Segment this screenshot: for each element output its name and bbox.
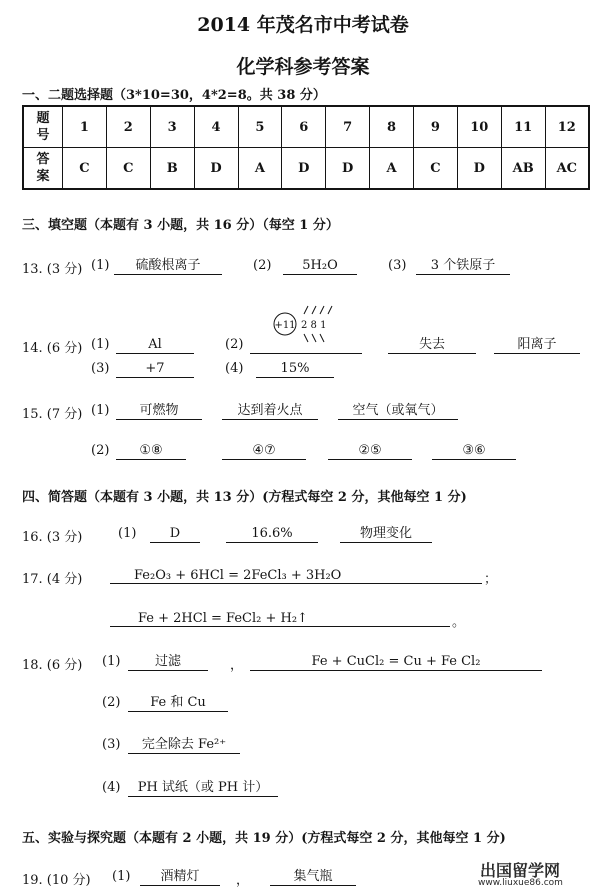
table-header-answer: 答 案 [23, 148, 63, 190]
table-cell-answer: D [326, 148, 370, 190]
q19-part1: (1) [112, 869, 131, 884]
q18-equation: Fe + CuCl₂ = Cu + Fe Cl₂ [250, 653, 542, 671]
q18-part4: (4) [102, 780, 121, 795]
q18-answer2: Fe 和 Cu [128, 694, 228, 712]
atom-structure-diagram [268, 300, 348, 350]
q15-part1: (1) [91, 403, 110, 418]
q13-answer3: 3 个铁原子 [416, 257, 510, 275]
answer-table [22, 105, 590, 190]
q13-answer2: 5H₂O [283, 257, 357, 275]
q16-part1: (1) [118, 526, 137, 541]
q19-comma: ， [236, 873, 250, 888]
q13-part2: (2) [253, 258, 272, 273]
q18-label: 18. (6 分) [22, 658, 83, 673]
q18-part1: (1) [102, 654, 121, 669]
q16-answer1: D [150, 525, 200, 543]
table-cell-answer: D [282, 148, 326, 190]
q16-label: 16. (3 分) [22, 530, 83, 545]
watermark-url: www.liuxue86.com [478, 878, 563, 888]
table-cell-answer: D [194, 148, 238, 190]
q14-part3: (3) [91, 361, 110, 376]
table-cell-number: 8 [370, 106, 414, 148]
q13-label: 13. (3 分) [22, 262, 83, 277]
table-cell-answer: C [414, 148, 458, 190]
table-cell-number: 10 [457, 106, 501, 148]
table-cell-answer: AB [501, 148, 545, 190]
q15-blank1: ①⑧ [116, 442, 186, 460]
q15-blank4: ③⑥ [432, 442, 516, 460]
q18-answer1: 过滤 [128, 653, 208, 671]
q13-answer1: 硫酸根离子 [114, 257, 222, 275]
table-cell-number: 9 [414, 106, 458, 148]
q17-label: 17. (4 分) [22, 572, 83, 587]
q15-part2: (2) [91, 443, 110, 458]
table-cell-number: 2 [106, 106, 150, 148]
table-header-number: 题 号 [23, 106, 63, 148]
q15-answer3: 空气（或氧气） [338, 402, 458, 420]
q17-end: 。 [452, 615, 466, 630]
page-subtitle: 化学科参考答案 [236, 56, 370, 78]
q14-part1: (1) [91, 337, 110, 352]
q18-part2: (2) [102, 695, 121, 710]
table-cell-answer: A [370, 148, 414, 190]
q14-part2: (2) [225, 337, 244, 352]
q17-separator: ； [484, 572, 498, 587]
q14-answer3: 失去 [388, 336, 476, 354]
table-cell-number: 6 [282, 106, 326, 148]
q18-comma: ， [230, 658, 244, 673]
q19-label: 19. (10 分) [22, 873, 91, 888]
q14-answer6: 15% [256, 360, 334, 378]
q18-answer3: 完全除去 Fe²⁺ [128, 736, 240, 754]
q14-label: 14. (6 分) [22, 341, 83, 356]
table-cell-number: 5 [238, 106, 282, 148]
table-row-numbers [23, 106, 589, 148]
q13-part3: (3) [388, 258, 407, 273]
table-row-answers [23, 148, 589, 190]
q14-answer5: +7 [116, 360, 194, 378]
table-cell-number: 1 [63, 106, 107, 148]
section-5-heading: 五、实验与探究题（本题有 2 小题，共 19 分）(方程式每空 2 分，其他每空 1 分) [22, 831, 506, 846]
q15-blank2: ④⑦ [222, 442, 306, 460]
section-4-heading: 四、简答题（本题有 3 小题，共 13 分）(方程式每空 2 分，其他每空 1 分) [22, 490, 467, 505]
table-cell-answer: C [63, 148, 107, 190]
q16-answer2: 16.6% [226, 525, 318, 543]
table-cell-number: 4 [194, 106, 238, 148]
q14-answer1: Al [116, 336, 194, 354]
q19-answer2: 集气瓶 [270, 868, 356, 886]
q15-answer1: 可燃物 [116, 402, 202, 420]
page-title: 2014 年茂名市中考试卷 [197, 14, 409, 36]
table-cell-number: 11 [501, 106, 545, 148]
table-cell-answer: D [457, 148, 501, 190]
table-cell-number: 12 [545, 106, 589, 148]
q18-part3: (3) [102, 737, 121, 752]
q18-answer4: PH 试纸（或 PH 计） [128, 779, 278, 797]
q17-equation1: Fe₂O₃ + 6HCl = 2FeCl₃ + 3H₂O [110, 567, 482, 584]
section-1-heading: 一、二题选择题（3*10=30，4*2=8。共 38 分） [22, 88, 326, 103]
table-cell-number: 3 [150, 106, 194, 148]
q17-equation2: Fe + 2HCl = FeCl₂ + H₂↑ [110, 610, 450, 627]
electron-shells: 2 8 1 [301, 320, 327, 331]
q16-answer3: 物理变化 [340, 525, 432, 543]
q15-answer2: 达到着火点 [222, 402, 318, 420]
watermark-logo: 出国留学网 [480, 861, 561, 880]
table-cell-answer: C [106, 148, 150, 190]
table-cell-answer: A [238, 148, 282, 190]
table-cell-number: 7 [326, 106, 370, 148]
q19-answer1: 酒精灯 [140, 868, 220, 886]
q14-part4: (4) [225, 361, 244, 376]
q13-part1: (1) [91, 258, 110, 273]
table-cell-answer: AC [545, 148, 589, 190]
section-3-heading: 三、填空题（本题有 3 小题，共 16 分）（每空 1 分） [22, 218, 339, 233]
q15-blank3: ②⑤ [328, 442, 412, 460]
q14-answer4: 阳离子 [494, 336, 580, 354]
q15-label: 15. (7 分) [22, 407, 83, 422]
nucleus-charge: +11 [274, 320, 296, 331]
table-cell-answer: B [150, 148, 194, 190]
